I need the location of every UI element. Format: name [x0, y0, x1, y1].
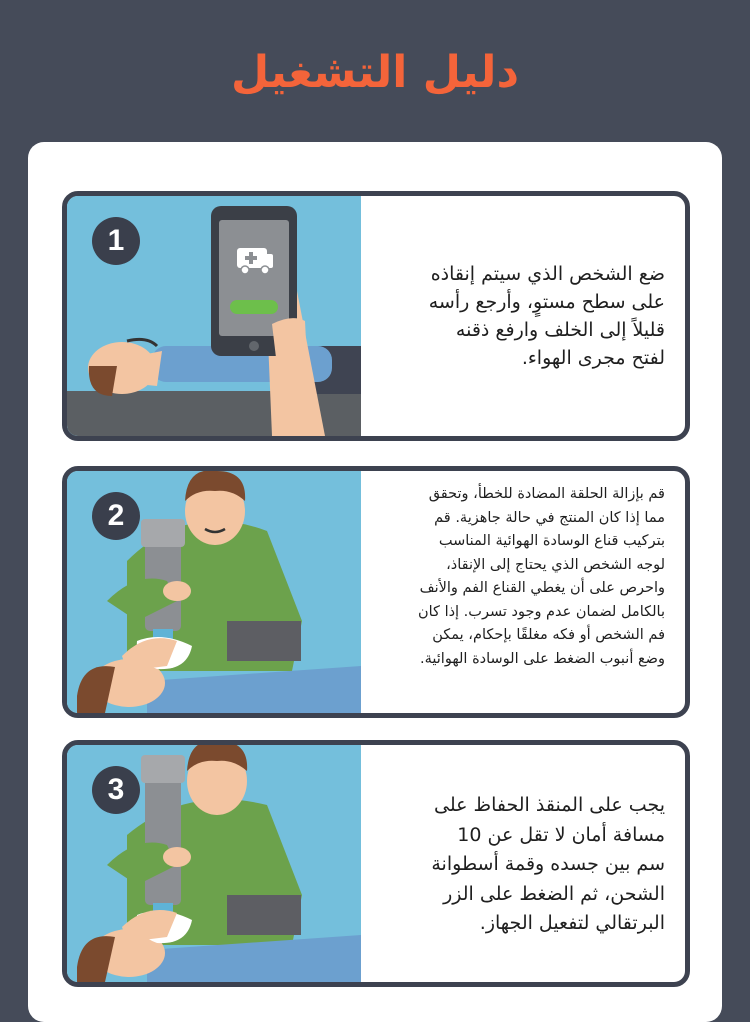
step-card-1 [62, 191, 690, 441]
step-3-text: يجب على المنقذ الحفاظ على مسافة أمان لا تقل عن 10 سم بين جسده وقمة أسطوانة الشحن، ثم الضغط على الزر البرتقالي لتفعيل الجهاز. [431, 794, 665, 934]
step-number-1: 1 [92, 217, 140, 265]
step-card-3 [62, 740, 690, 987]
step-1-text: ضع الشخص الذي سيتم إنقاذه على سطح مستوٍ، وأرجع رأسه قليلاً إلى الخلف وارفع ذقنه لفتح مجرى الهواء. [428, 263, 665, 369]
step-number-2: 2 [92, 492, 140, 540]
step-card-2 [62, 466, 690, 718]
step-2-text: قم بإزالة الحلقة المضادة للخطأ، وتحقق مما إذا كان المنتج في حالة جاهزية. قم بتركيب قناع الوسادة الهوائية المناسب لوجه الشخص الذي يحتاج إلى الإنقاذ، واحرص على أن يغطي القناع الفم والأنف بالكامل لضمان عدم وجود تسرب. إذا كان فم الشخص أو فكه مغلقًا بإحكام، يمكن وضع أنبوب الضغط على الوسادة الهوائية. [417, 486, 665, 667]
page-title: دليل التشغيل [230, 47, 520, 98]
step-number-3: 3 [92, 766, 140, 814]
